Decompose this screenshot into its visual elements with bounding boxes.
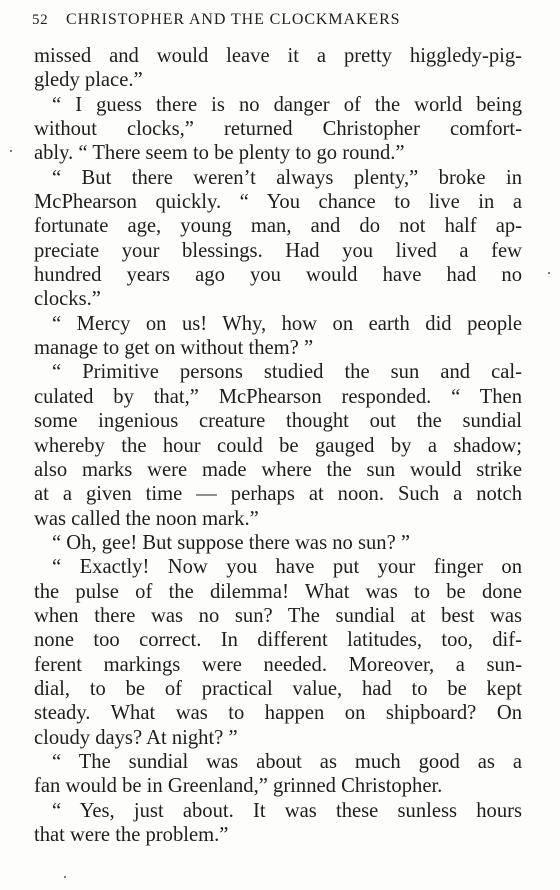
text-line: culated by that,” McPhearson responded. “ Then [34,385,522,408]
running-header [32,9,532,31]
paper-speck [10,150,12,152]
body-text [34,44,522,847]
text-line: cloudy days? At night? ” [34,726,238,749]
text-line: whereby the hour could be gauged by a shadow; [34,434,522,457]
text-line: the pulse of the dilemma! What was to be done [34,580,522,603]
text-line: also marks were made where the sun would strike [34,458,522,481]
text-line: ferent markings were needed. Moreover, a sun- [34,653,522,676]
text-line: “ I guess there is no danger of the world being [52,93,522,116]
text-line: without clocks,” returned Christopher comfort- [34,118,522,141]
paper-speck [64,876,66,878]
text-line: fan would be in Greenland,” grinned Christopher. [34,775,443,798]
text-line: “ Primitive persons studied the sun and cal- [52,361,522,384]
text-line: clocks.” [34,288,101,311]
running-title: CHRISTOPHER AND THE CLOCKMAKERS [66,11,401,28]
text-line: McPhearson quickly. “ You chance to live in a [34,191,522,214]
text-line: none too correct. In different latitudes, too, dif- [34,629,522,652]
text-line: “ The sundial was about as much good as a [52,750,522,773]
text-line: gledy place.” [34,69,143,92]
text-line: at a given time — perhaps at noon. Such a notch [34,483,522,506]
text-line: manage to get on without them? ” [34,337,314,360]
text-line: preciate your blessings. Had you lived a few [34,239,522,262]
text-line: “ Mercy on us! Why, how on earth did people [52,312,522,335]
text-line: “ But there weren’t always plenty,” broke in [52,166,522,189]
text-line: steady. What was to happen on shipboard? On [34,702,522,725]
text-line: ably. “ There seem to be plenty to go round.” [34,142,405,165]
paper-speck [548,272,550,274]
text-line: that were the problem.” [34,824,229,846]
text-line: “ Oh, gee! But suppose there was no sun? ” [52,531,411,554]
text-line: when there was no sun? The sundial at best was [34,604,522,627]
text-line: some ingenious creature thought out the sundial [34,410,522,433]
text-line: “ Yes, just about. It was these sunless hours [52,799,522,822]
text-line: dial, to be of practical value, had to be kept [34,677,522,700]
text-line: hundred years ago you would have had no [34,264,522,287]
page-number: 52 [32,12,49,28]
text-line: fortunate age, young man, and do not half ap- [34,215,522,238]
text-line: was called the noon mark.” [34,507,259,530]
text-line: missed and would leave it a pretty higgledy-pig- [34,45,522,67]
text-line: “ Exactly! Now you have put your finger on [52,556,522,579]
